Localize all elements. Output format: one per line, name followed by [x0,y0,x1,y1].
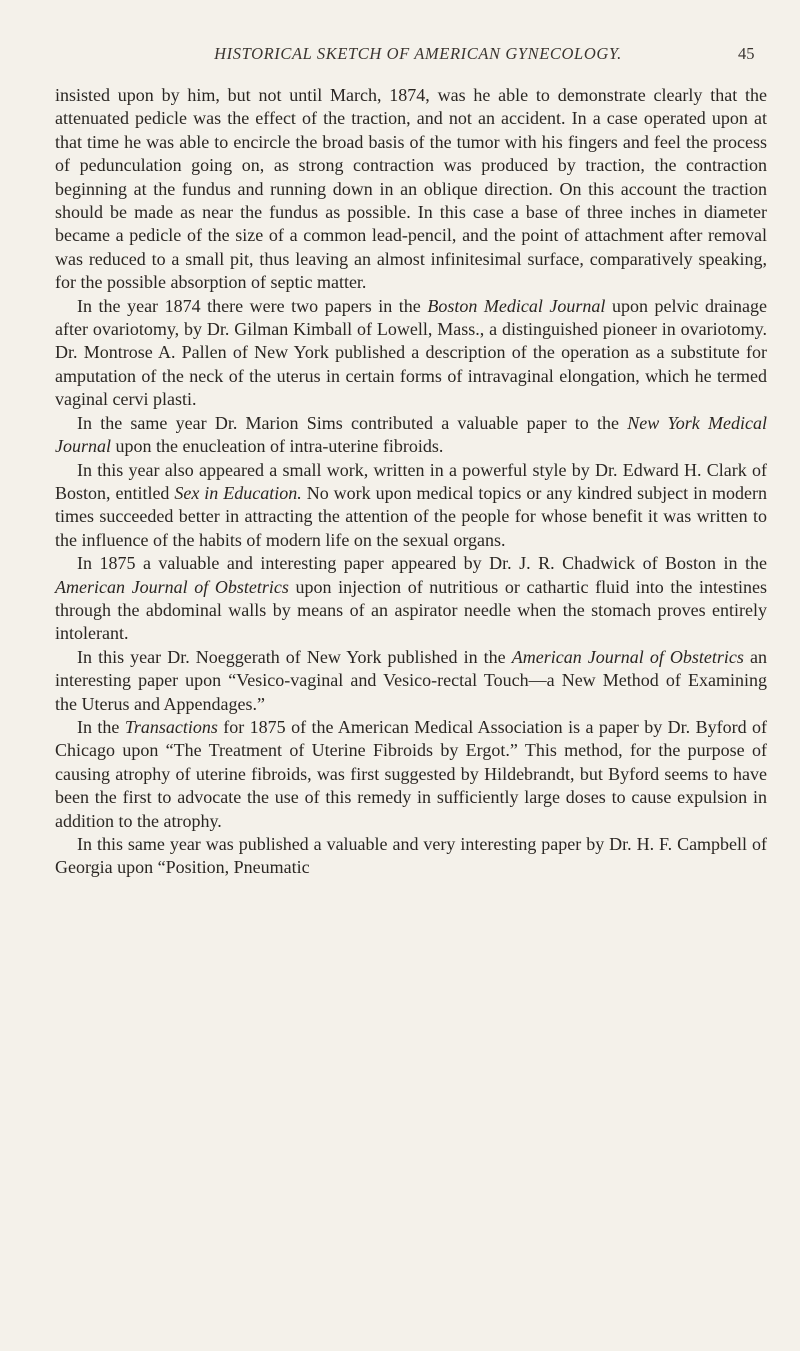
paragraph-continuation [55,84,767,295]
journal-title: Transactions [124,716,218,737]
journal-title: American Journal of Obstetrics [511,646,744,667]
text-run: In this same year was published a valuable and very interesting paper by Dr. H. F. Campbell of Georgia upon “Position, Pneumatic [55,834,767,878]
paragraph-sims [55,412,767,459]
paragraph-noeggerath [55,646,767,716]
text-run: In 1875 a valuable and interesting paper appeared by Dr. J. R. Chadwick of Boston in the [77,553,767,574]
text-run: upon pelvic drainage after ovariotomy, by Dr. Gilman Kimball of Lowell, Mass., a distinguished pioneer in ovariotomy. Dr. Montrose A. Pallen of New York published a description of the operation as a substitute for amputation of the neck of the uterus in certain forms of intravaginal elongation, which he termed vaginal cervi plasti. [55,295,767,410]
text-run: insisted upon by him, but not until March, 1874, was he able to demonstrate clearly that the attenuated pedicle was the effect of the traction, and not an accident. In a case operated upon at that time he was able to encircle the broad basis of the tumor with his fingers and feel the process of pedunculation going on, as strong contraction was produced by traction, the contraction beginning at the fundus and running down in an oblique direction. On this account the traction should be made as near the fundus as possible. In this case a base of three inches in diameter became a pedicle of the size of a common lead-pencil, and the point of attachment after removal was reduced to a small pit, thus leaving an almost infinitesimal surface, comparatively speaking, for the possible absorption of septic matter. [55,85,767,293]
paragraph-byford [55,716,767,833]
journal-title: American Journal of Obstetrics [55,576,289,597]
paragraph-boston-journal [55,295,767,412]
text-run: In the same year Dr. Marion Sims contributed a valuable paper to the [77,412,628,433]
book-title: Sex in Education. [174,482,302,503]
text-run: In this year also appeared a small work, written in a powerful style by Dr. Edward H. Clark of Boston, entitled [55,459,767,503]
page-number: 45 [738,44,755,63]
text-run: In this year Dr. Noeggerath of New York published in the [77,646,512,667]
text-run: In the year 1874 there were two papers in the [77,295,428,316]
paragraph-chadwick [55,552,767,646]
journal-title: Boston Medical Journal [427,295,606,316]
journal-title: New York Medical Journal [55,412,767,457]
text-run: for 1875 of the American Medical Association is a paper by Dr. Byford of Chicago upon “The Treatment of Uterine Fibroids by Ergot.” This method, for the purpose of causing atrophy of uterine fibroids, was first suggested by Hildebrandt, but Byford seems to have been the first to advocate the use of this remedy in sufficiently large doses to cause expulsion in addition to the atrophy. [55,716,767,831]
text-run: upon injection of nutritious or cathartic fluid into the intestines through the abdominal walls by means of an aspirator needle when the stomach proves entirely intolerant. [55,576,767,644]
paragraph-campbell [55,833,767,880]
body-text [55,84,767,880]
paragraph-clark [55,459,767,553]
running-title: HISTORICAL SKETCH OF AMERICAN GYNECOLOGY. [214,44,622,63]
text-run: In the [77,716,125,737]
text-run: upon the enucleation of intra-uterine fibroids. [111,436,444,457]
text-run: No work upon medical topics or any kindred subject in modern times succeeded better in attracting the attention of the people for whose benefit it was written to the influence of the habits of modern life on the sexual organs. [55,482,768,550]
text-run: an interesting paper upon “Vesico-vaginal and Vesico-rectal Touch—a New Method of Examining the Uterus and Appendages.” [55,646,767,714]
